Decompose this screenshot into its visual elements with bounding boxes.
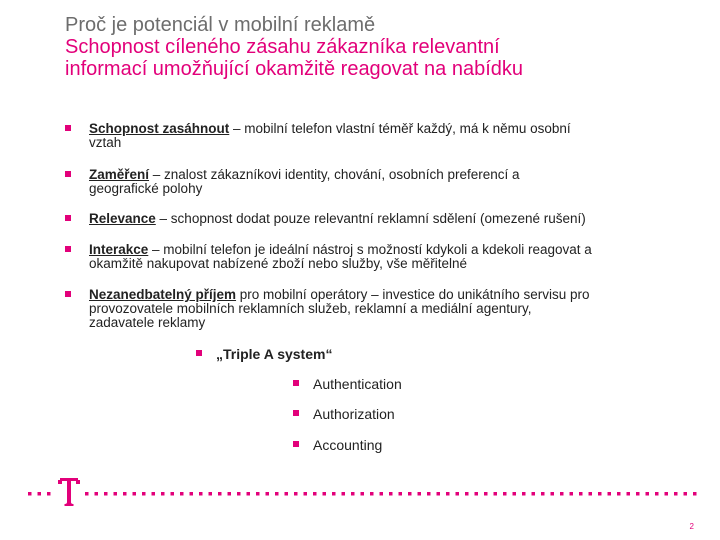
- bullet-text-cont: vztah: [89, 135, 122, 150]
- footer-dot: [142, 492, 146, 496]
- bullet-term: Relevance: [89, 211, 156, 226]
- footer-dot: [237, 492, 241, 496]
- footer-dot: [161, 492, 165, 496]
- footer-dot: [427, 492, 431, 496]
- bullet-square-icon: [293, 441, 299, 447]
- footer-dot: [342, 492, 346, 496]
- footer-dot: [266, 492, 270, 496]
- footer-dot: [475, 492, 479, 496]
- footer-dot: [541, 492, 545, 496]
- bullet-text: – mobilní telefon je ideální nástroj s možností kdykoli a kdekoli reagovat a: [148, 242, 592, 257]
- bullet-square-icon: [293, 410, 299, 416]
- footer-dot: [684, 492, 688, 496]
- bullet-item: [63, 288, 590, 330]
- footer-dot: [532, 492, 536, 496]
- footer-dot: [152, 492, 156, 496]
- sub-sub-bullet-text: Authentication: [313, 376, 402, 392]
- footer-dot: [199, 492, 203, 496]
- title-line-1: Proč je potenciál v mobilní reklamě: [65, 14, 376, 36]
- bullet-item: [63, 122, 571, 150]
- footer-dot: [399, 492, 403, 496]
- sub-sub-bullet: [293, 406, 395, 422]
- bullet-square-icon: [65, 246, 71, 252]
- footer-dot: [522, 492, 526, 496]
- footer-dot: [285, 492, 289, 496]
- footer-dot: [665, 492, 669, 496]
- footer-dot: [456, 492, 460, 496]
- bullet-text: – mobilní telefon vlastní téměř každý, má k němu osobní: [229, 121, 571, 136]
- footer-dot: [133, 492, 137, 496]
- bullet-item: [63, 212, 586, 226]
- bullet-item: [63, 243, 592, 271]
- footer-dot: [332, 492, 336, 496]
- telekom-t-logo-icon: [58, 478, 80, 506]
- footer-dot: [437, 492, 441, 496]
- bullet-text-cont: provozovatele mobilních reklamních služeb, reklamní a mediální agentury,: [89, 301, 532, 316]
- bullet-square-icon: [293, 380, 299, 386]
- footer-dotted-line: [28, 492, 698, 496]
- sub-sub-bullet-text: Accounting: [313, 437, 383, 453]
- footer-dot: [218, 492, 222, 496]
- footer-dot: [247, 492, 251, 496]
- footer-dot: [693, 492, 697, 496]
- footer-dot: [389, 492, 393, 496]
- bullet-item: [63, 168, 520, 196]
- footer-dot: [114, 492, 118, 496]
- footer-dot: [674, 492, 678, 496]
- sub-bullet-text: „Triple A system“: [216, 346, 333, 362]
- footer-dot: [294, 492, 298, 496]
- bullet-term: Interakce: [89, 242, 149, 257]
- footer-dot: [418, 492, 422, 496]
- bullet-text: – znalost zákazníkovi identity, chování, osobních preferencí a: [149, 167, 520, 182]
- bullet-text: – schopnost dodat pouze relevantní reklamní sdělení (omezené rušení): [155, 211, 586, 226]
- footer-dot: [370, 492, 374, 496]
- footer-dot: [608, 492, 612, 496]
- footer-dot: [47, 492, 51, 496]
- sub-sub-bullet-text: Authorization: [313, 406, 395, 422]
- bullet-square-icon: [65, 291, 71, 297]
- bullet-text-cont: zadavatele reklamy: [89, 315, 206, 330]
- bullet-square-icon: [65, 171, 71, 177]
- sub-bullet-triple-a: [196, 346, 332, 362]
- footer-dot: [655, 492, 659, 496]
- footer-dot: [313, 492, 317, 496]
- footer-dot: [304, 492, 308, 496]
- title-line-3: informací umožňující okamžitě reagovat na nabídku: [65, 58, 524, 80]
- footer-dot: [351, 492, 355, 496]
- footer-dot: [627, 492, 631, 496]
- footer-dot: [579, 492, 583, 496]
- footer-dot: [361, 492, 365, 496]
- title-line-2: Schopnost cíleného zásahu zákazníka relevantní: [65, 36, 500, 58]
- bullet-square-icon: [65, 125, 71, 131]
- bullet-term: Zaměření: [89, 167, 150, 182]
- footer-dot: [560, 492, 564, 496]
- footer-dot: [589, 492, 593, 496]
- footer-dot: [503, 492, 507, 496]
- footer-dot: [104, 492, 108, 496]
- sub-sub-bullet: [293, 437, 382, 453]
- sub-sub-bullet: [293, 376, 402, 392]
- bullet-text-cont: okamžitě nakupovat nabízené zboží nebo služby, vše měřitelné: [89, 256, 467, 271]
- footer-dot: [190, 492, 194, 496]
- footer-dot: [228, 492, 232, 496]
- footer-dot: [123, 492, 127, 496]
- footer-dot: [171, 492, 175, 496]
- footer-dot: [95, 492, 99, 496]
- footer-dot: [494, 492, 498, 496]
- page-number: 2: [689, 522, 694, 531]
- footer-dot: [85, 492, 89, 496]
- bullet-term: Nezanedbatelný příjem: [89, 287, 237, 302]
- bullet-text: pro mobilní operátory – investice do unikátního servisu pro: [236, 287, 590, 302]
- bullet-term: Schopnost zasáhnout: [89, 121, 230, 136]
- footer-dot: [484, 492, 488, 496]
- footer-dot: [446, 492, 450, 496]
- footer-dot: [38, 492, 42, 496]
- bullet-square-icon: [65, 215, 71, 221]
- footer-dot: [646, 492, 650, 496]
- footer-dot: [636, 492, 640, 496]
- footer-dot: [275, 492, 279, 496]
- footer-dot: [380, 492, 384, 496]
- footer-dot: [209, 492, 213, 496]
- footer-dot: [551, 492, 555, 496]
- bullet-square-icon: [196, 350, 202, 356]
- footer-dot: [180, 492, 184, 496]
- slide-title: [65, 14, 705, 80]
- footer-dot: [408, 492, 412, 496]
- footer-dot: [513, 492, 517, 496]
- bullet-text-cont: geografické polohy: [89, 181, 203, 196]
- footer-dot: [598, 492, 602, 496]
- footer-dot: [256, 492, 260, 496]
- footer-dot: [465, 492, 469, 496]
- footer-dot: [617, 492, 621, 496]
- footer-dot: [28, 492, 32, 496]
- footer-dot: [570, 492, 574, 496]
- footer-dot: [323, 492, 327, 496]
